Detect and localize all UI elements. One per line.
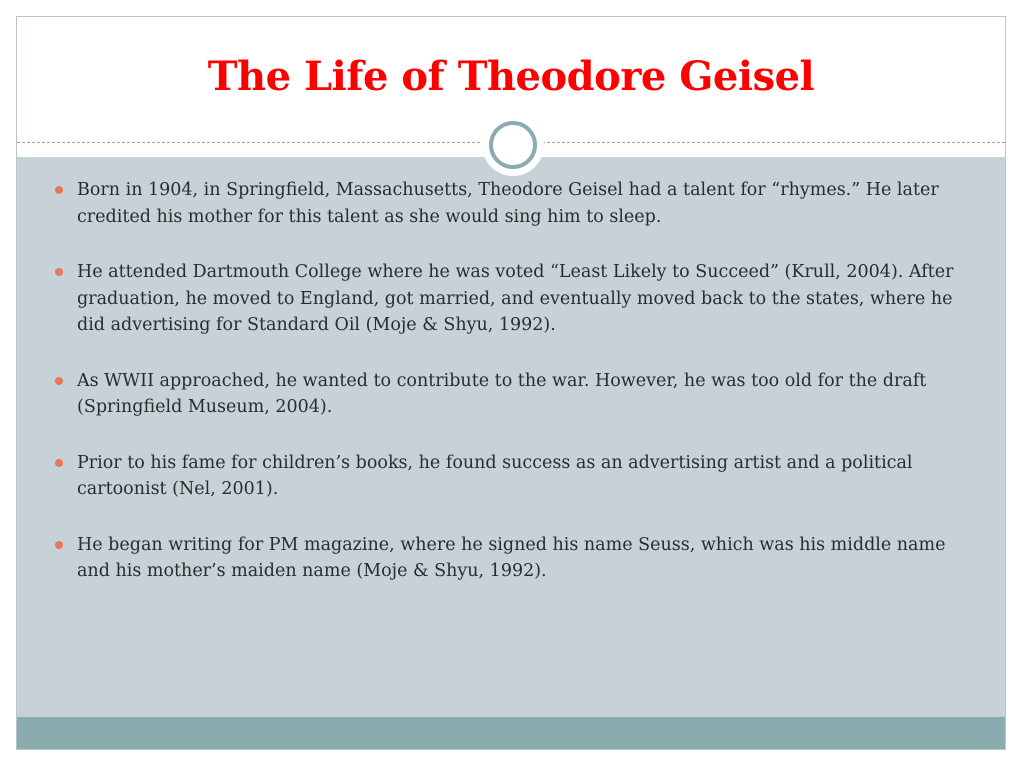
- bullet-dot-icon: [55, 268, 63, 276]
- bullet-item: [53, 259, 973, 339]
- slide-title: The Life of Theodore Geisel: [207, 53, 815, 100]
- slide: [16, 16, 1006, 750]
- bullet-list: [53, 177, 973, 614]
- bullet-text: He attended Dartmouth College where he was voted “Least Likely to Succeed” (Krull, 2004). After graduation, he moved to England, got married, and eventually moved back to the states, where he did advertising for Standard Oil (Moje & Shyu, 1992).: [77, 262, 954, 335]
- bullet-item: [53, 177, 973, 230]
- footer-band: [17, 717, 1005, 750]
- bullet-text: As WWII approached, he wanted to contribute to the war. However, he was too old for the draft (Springfield Museum, 2004).: [77, 370, 927, 417]
- bullet-dot-icon: [55, 377, 63, 385]
- circle-ornament-icon: [482, 114, 544, 176]
- bullet-dot-icon: [55, 186, 63, 194]
- bullet-dot-icon: [55, 459, 63, 467]
- bullet-item: [53, 368, 973, 421]
- bullet-dot-icon: [55, 541, 63, 549]
- bullet-text: Born in 1904, in Springfield, Massachusetts, Theodore Geisel had a talent for “rhymes.” He later credited his mother for this talent as she would sing him to sleep.: [77, 180, 939, 227]
- bullet-text: He began writing for PM magazine, where he signed his name Seuss, which was his middle name and his mother’s maiden name (Moje & Shyu, 1992).: [77, 534, 946, 581]
- ring-icon: [489, 121, 537, 169]
- bullet-text: Prior to his fame for children’s books, he found success as an advertising artist and a political cartoonist (Nel, 2001).: [77, 452, 913, 499]
- bullet-item: [53, 450, 973, 503]
- bullet-item: [53, 532, 973, 585]
